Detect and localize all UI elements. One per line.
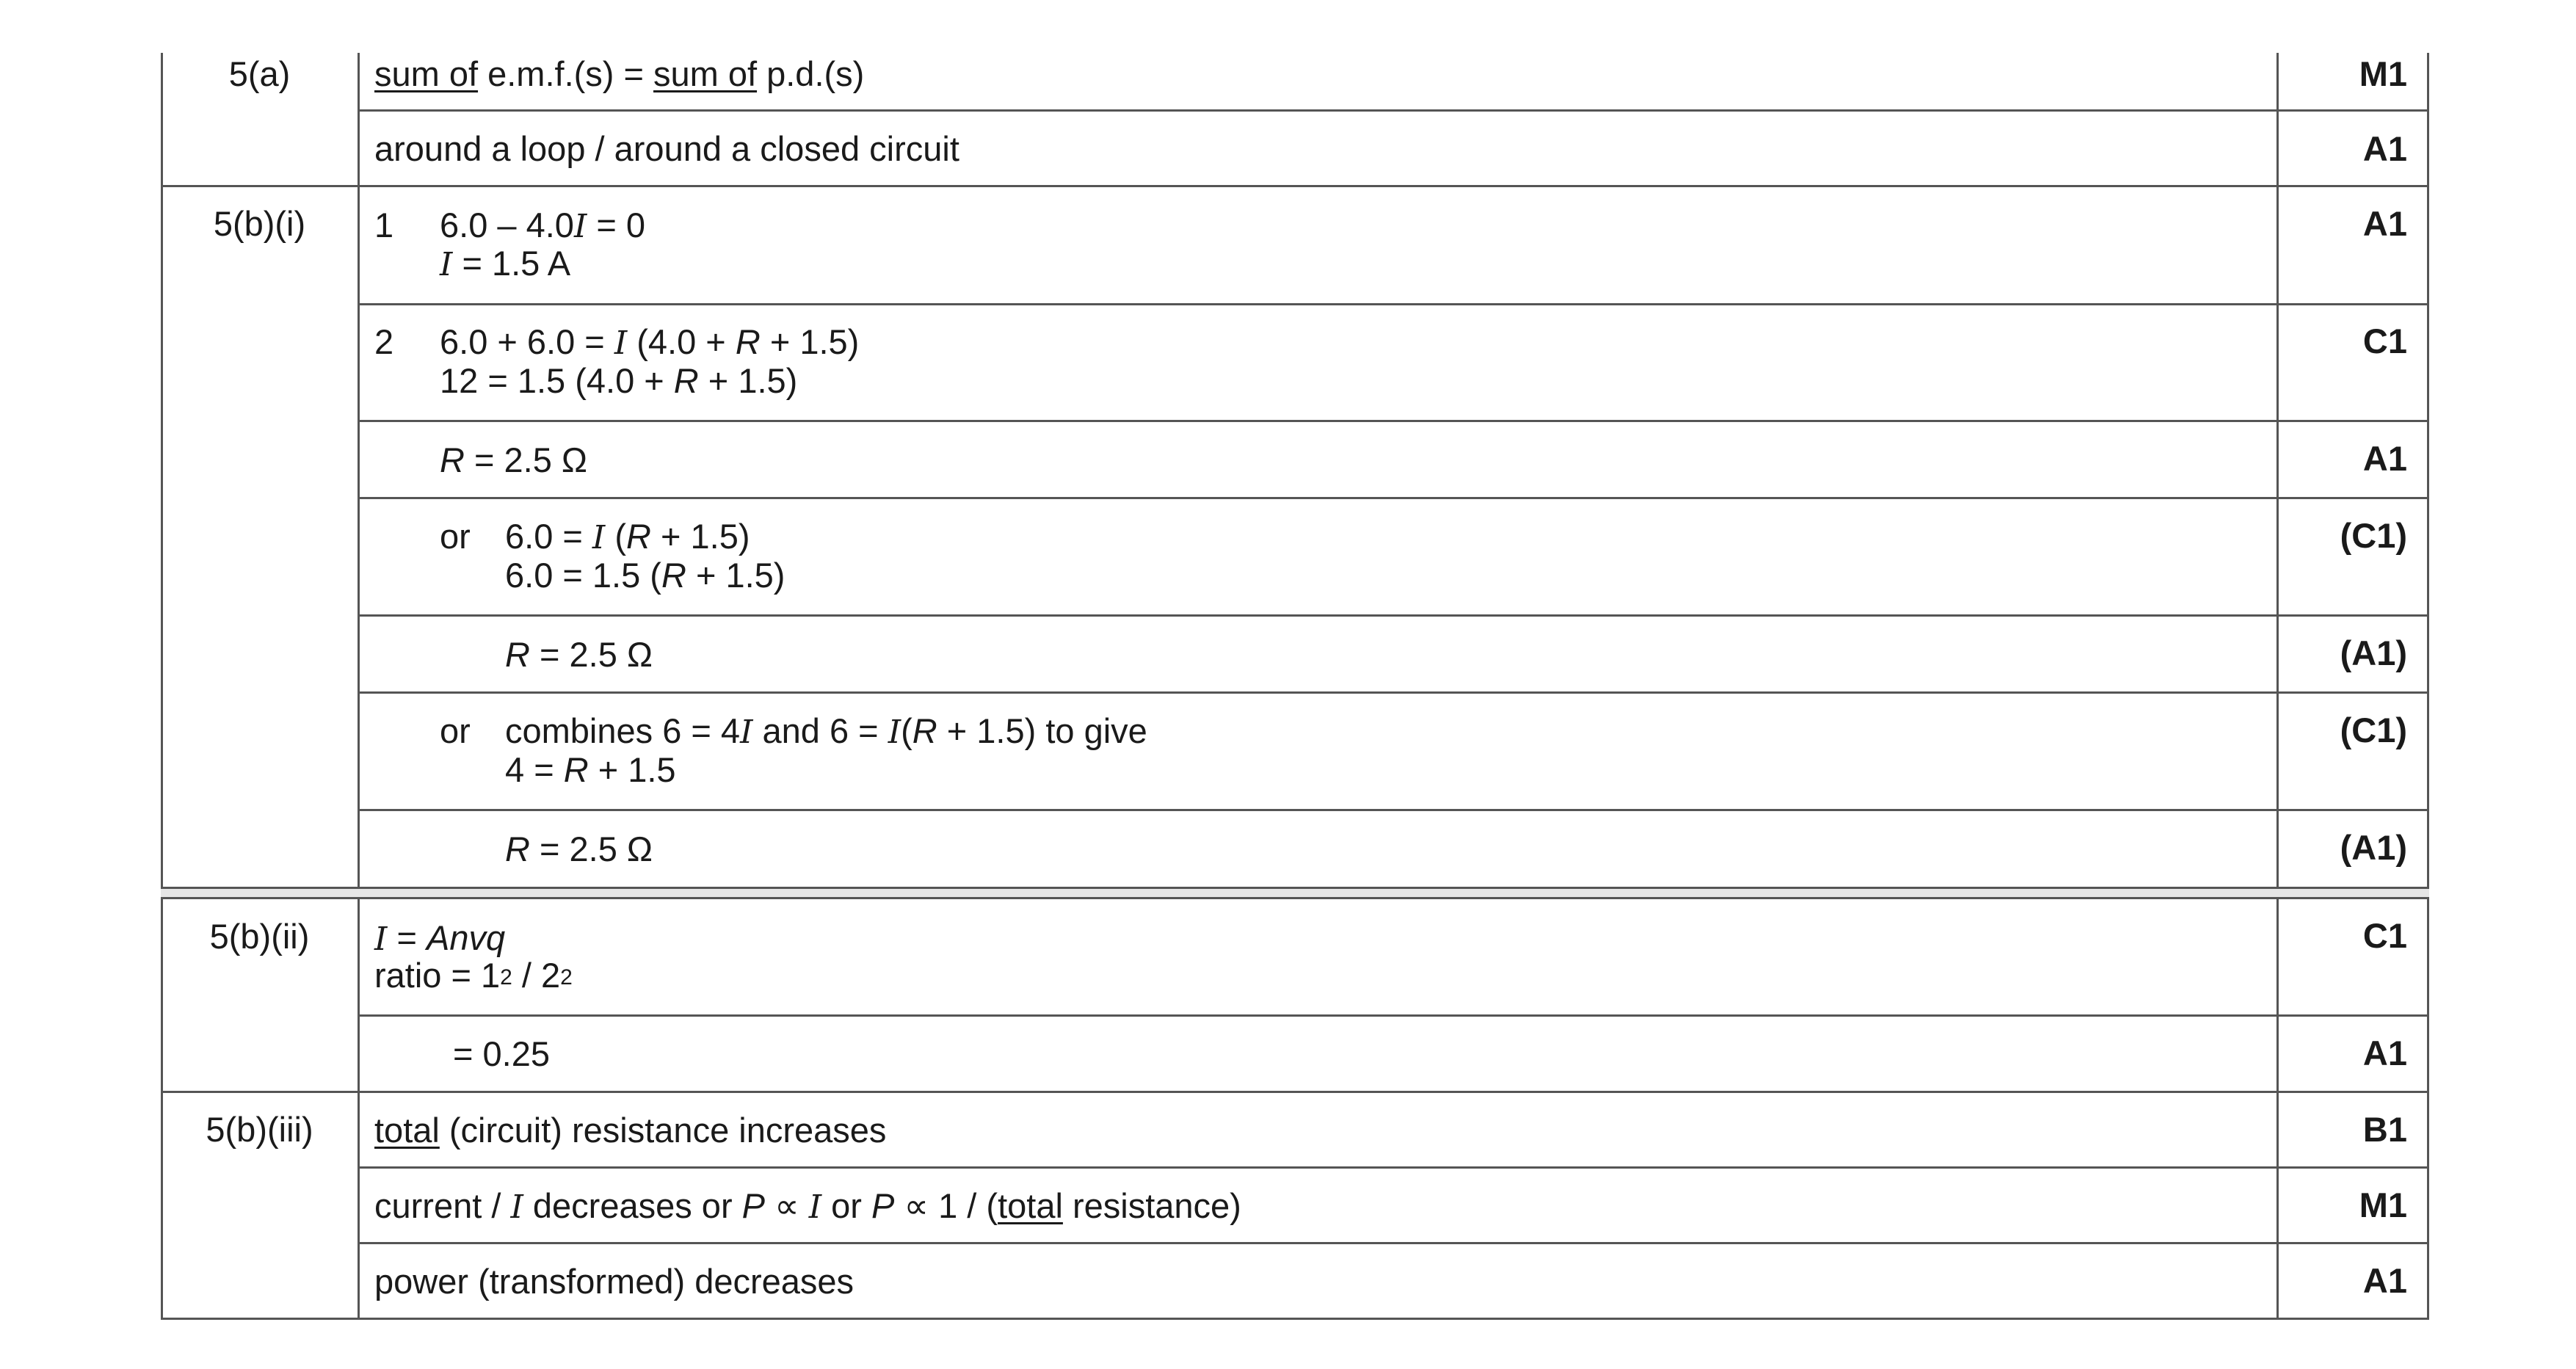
answer-text: power (transformed) decreases: [374, 1262, 855, 1301]
sub-part-number: 1: [374, 206, 394, 244]
answer-text: R = 2.5 Ω: [505, 635, 653, 674]
mark-code: (C1): [2340, 711, 2407, 749]
question-number: 5(b)(ii): [209, 917, 310, 956]
row-divider: [358, 303, 2429, 305]
mark-code: A1: [2362, 204, 2407, 243]
row-divider: [358, 691, 2429, 694]
mark-code: A1: [2362, 1261, 2407, 1300]
mark-code: A1: [2362, 1034, 2407, 1072]
row-divider: [358, 1014, 2429, 1017]
answer-text: 6.0 + 6.0 = I (4.0 + R + 1.5): [440, 322, 860, 362]
mark-code: (A1): [2340, 828, 2407, 867]
or-label: or: [440, 711, 471, 750]
row-divider: [161, 1091, 2429, 1093]
sub-part-number: 2: [374, 322, 394, 361]
row-divider: [358, 1242, 2429, 1244]
row-divider: [358, 420, 2429, 422]
answer-text: I = 1.5 A: [440, 244, 571, 283]
answer-text: combines 6 = 4I and 6 = I(R + 1.5) to give: [505, 711, 1147, 751]
mark-code: A1: [2362, 439, 2407, 478]
table-border-bottom: [161, 1318, 2429, 1320]
mark-code: C1: [2362, 322, 2407, 360]
answer-text: R = 2.5 Ω: [440, 440, 588, 479]
table-border-right: [2427, 53, 2429, 1320]
answer-text: 4 = R + 1.5: [505, 750, 676, 789]
column-divider-mark: [2276, 53, 2279, 1320]
mark-code: B1: [2362, 1110, 2407, 1149]
answer-text: 12 = 1.5 (4.0 + R + 1.5): [440, 361, 798, 400]
answer-text: current / I decreases or P ∝ I or P ∝ 1 / (total resistance): [374, 1186, 1241, 1226]
row-divider: [358, 497, 2429, 499]
mark-code: A1: [2362, 129, 2407, 168]
answer-text: sum of e.m.f.(s) = sum of p.d.(s): [374, 54, 865, 93]
answer-text: 6.0 – 4.0I = 0: [440, 206, 646, 245]
mark-code: M1: [2359, 54, 2407, 93]
question-number: 5(b)(i): [213, 204, 306, 243]
answer-text: 6.0 = I (R + 1.5): [505, 517, 750, 556]
row-divider: [358, 614, 2429, 617]
row-divider: [358, 109, 2429, 112]
mark-code: M1: [2359, 1185, 2407, 1224]
row-divider: [358, 809, 2429, 811]
answer-text: total (circuit) resistance increases: [374, 1111, 887, 1150]
mark-code: (A1): [2340, 633, 2407, 672]
question-number: 5(b)(iii): [206, 1110, 313, 1149]
mark-code: C1: [2362, 916, 2407, 955]
answer-text: ratio = $1^2 / 2^2$: [374, 956, 573, 995]
row-divider: [358, 1166, 2429, 1169]
question-number: 5(a): [228, 54, 291, 93]
row-divider: [161, 185, 2429, 187]
answer-text: around a loop / around a closed circuit: [374, 129, 959, 168]
row-divider: [161, 887, 2429, 889]
row-divider: [161, 897, 2429, 899]
answer-text: I = Anvq: [374, 918, 506, 958]
or-label: or: [440, 517, 471, 556]
mark-code: (C1): [2340, 516, 2407, 555]
answer-text: R = 2.5 Ω: [505, 829, 653, 868]
mark-scheme-table: [161, 53, 2429, 1320]
answer-text: 6.0 = 1.5 (R + 1.5): [505, 556, 786, 595]
answer-text: = 0.25: [453, 1034, 550, 1073]
